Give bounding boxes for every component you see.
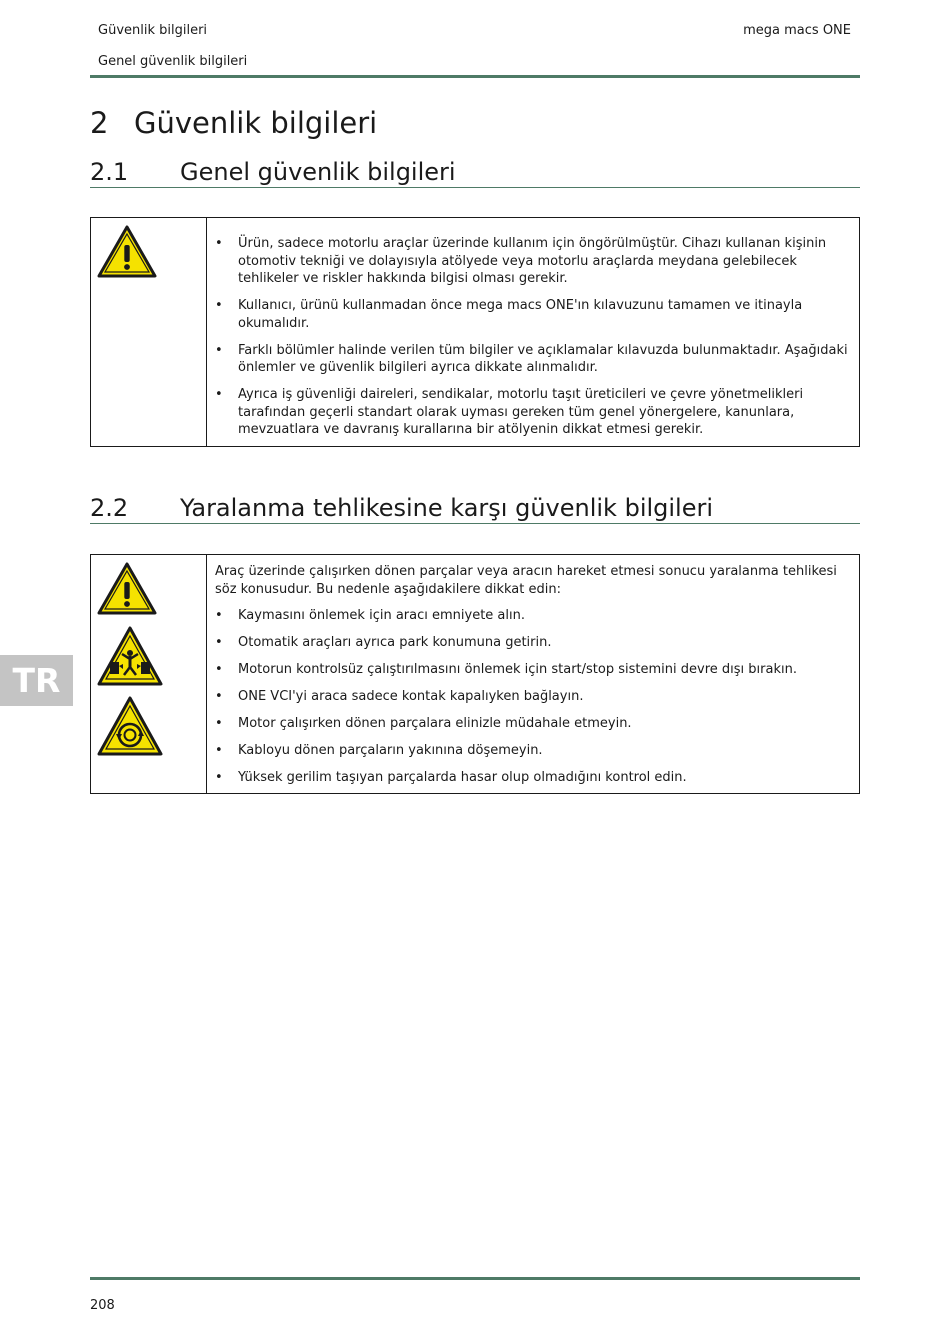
section-number: 2.2 [90,494,129,522]
header-rule [90,75,860,78]
warning-general-icon [97,562,157,615]
language-tab: TR [0,655,73,706]
list-item: • Yüksek gerilim taşıyan parçalarda hasar olup olmadığını kontrol edin. [215,769,851,787]
page-number: 208 [90,1298,115,1313]
icon-column [91,555,207,793]
list-item: • Ürün, sadece motorlu araçlar üzerinde kullanım için öngörülmüştür. Cihazı kullanan kişinin otomotiv tekniği ve dolayısıyla atölyede veya motorlu araçlarda meydana gelebilecek tehlikeler ve riskler hakkında bilgisi olması gerekir. [215,235,851,288]
list-item: • Farklı bölümler halinde verilen tüm bilgiler ve açıklamalar kılavuzda bulunmaktadır. Aşağıdaki önlemler ve güvenlik bilgileri ayrıca dikkate alınmalıdır. [215,342,851,377]
list-item: • Ayrıca iş güvenliği daireleri, sendikalar, motorlu taşıt üreticileri ve çevre yönetmelikleri tarafından geçerli standart olarak uyması gereken tüm genel yönergelere, kanunlara, mevzuatlara ve davranış kurallarına bir atölyenin dikkat etmesi gerekir. [215,386,851,439]
running-header-product: mega macs ONE [743,23,851,38]
intro-paragraph: Araç üzerinde çalışırken dönen parçalar veya aracın hareket etmesi sonucu yaralanma tehlikesi söz konusudur. Bu nedenle aşağıdakilere dikkat edin: [215,564,837,597]
running-header-chapter: Güvenlik bilgileri [98,23,208,38]
section-heading-injury [90,494,860,524]
list-item: • ONE VCI'yi araca sadece kontak kapalıyken bağlayın. [215,688,851,706]
safety-text-general [207,218,859,446]
section-title: Yaralanma tehlikesine karşı güvenlik bilgileri [180,494,714,522]
section-number: 2.1 [90,158,129,186]
icon-column [91,218,207,446]
section-heading-general [90,158,860,188]
safety-box-injury [90,554,860,794]
bullet-list [215,235,851,439]
list-item: • Kabloyu dönen parçaların yakınına döşemeyin. [215,742,851,760]
safety-text-injury [207,555,859,793]
safety-box-general [90,217,860,447]
rotating-parts-icon [97,696,163,756]
list-item: • Motorun kontrolsüz çalıştırılmasını önlemek için start/stop sistemini devre dışı bırakın. [215,661,851,679]
list-item: • Kaymasını önlemek için aracı emniyete alın. [215,607,851,625]
running-header-section: Genel güvenlik bilgileri [98,54,248,69]
chapter-title: Güvenlik bilgileri [134,106,378,140]
chapter-number: 2 [90,106,109,140]
crush-hazard-icon [97,626,163,686]
chapter-heading [90,106,377,140]
warning-general-icon [97,225,157,278]
section-title: Genel güvenlik bilgileri [180,158,456,186]
list-item: • Otomatik araçları ayrıca park konumuna getirin. [215,634,851,652]
footer-rule [90,1277,860,1280]
list-item: • Motor çalışırken dönen parçalara elinizle müdahale etmeyin. [215,715,851,733]
bullet-list [215,607,851,787]
list-item: • Kullanıcı, ürünü kullanmadan önce mega macs ONE'ın kılavuzunu tamamen ve itinayla okumalıdır. [215,297,851,332]
